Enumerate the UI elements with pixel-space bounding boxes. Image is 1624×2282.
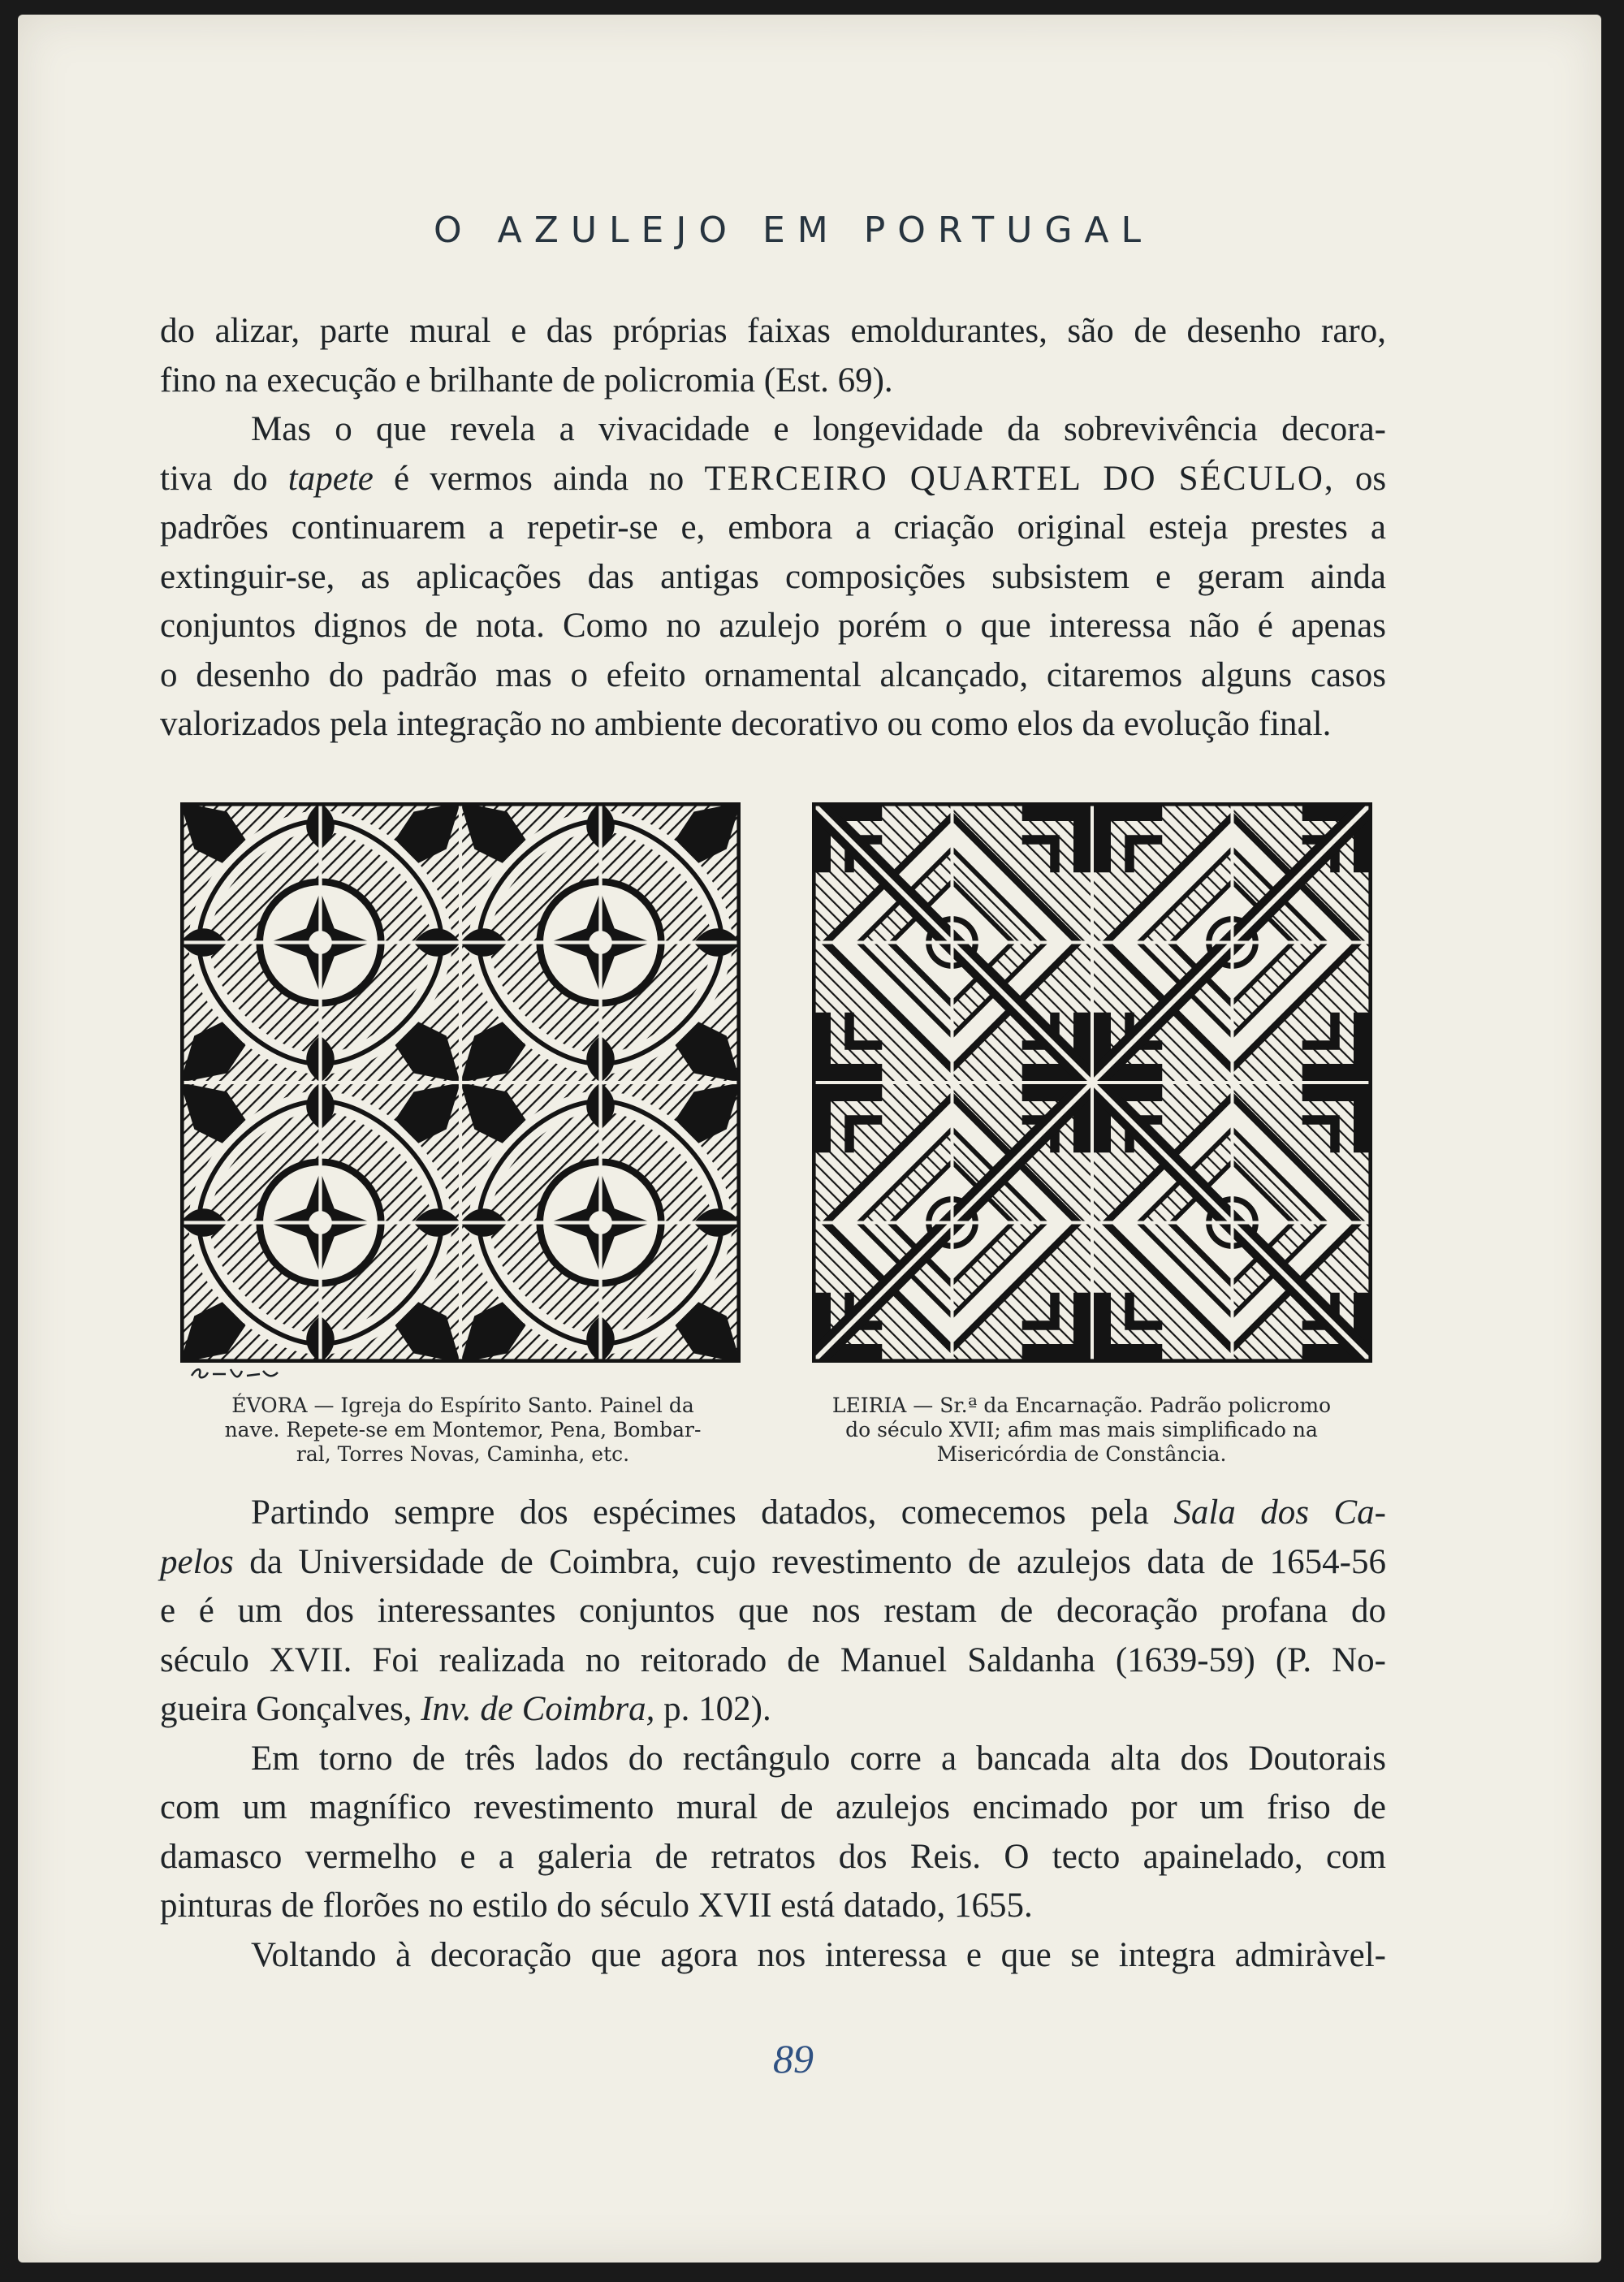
paragraph-3-line-5 [160,1685,1386,1735]
paragraph-3-line-4: século XVII. Foi realizada no reitorado de Manuel Saldanha (1639-59) (P. No- [160,1640,1386,1679]
leiria-tile-drawing [812,802,1372,1363]
caption-line: do século XVII; afim mas mais simplificado na [845,1418,1318,1441]
running-head: O AZULEJO EM PORTUGAL [433,210,1154,251]
smallcaps-term: TERCEIRO QUARTEL DO SÉCULO, [704,459,1335,498]
paragraph-2-line-5: conjuntos dignos de nota. Como no azulejo porém o que interessa não é apenas [160,607,1386,645]
paragraph-2-line-3: padrões continuarem a repetir-se e, embora a criação original esteja prestes a [160,508,1386,547]
paragraph-3-line-3: e é um dos interessantes conjuntos que nos restam de decoração profana do [160,1592,1386,1630]
paragraph-1-line-1: do alizar, parte mural e das próprias faixas emoldurantes, são de desenho raro, [160,312,1386,350]
caption-line: Misericórdia de Constância. [936,1442,1227,1466]
italic-title: Sala dos Ca- [1173,1493,1386,1532]
paragraph-2-line-2 [160,455,1386,504]
caption-line: ral, Torres Novas, Caminha, etc. [296,1442,630,1466]
paragraph-3-line-1 [160,1489,1386,1538]
paragraph-2-line-1: Mas o que revela a vivacidade e longevidade da sobrevivência decora- [251,410,1386,448]
paragraph-1-line-2: fino na execução e brilhante de policromia (Est. 69). [160,361,893,400]
text-span: p. 102). [663,1690,771,1728]
paper-sheet [18,15,1601,2263]
italic-title: pelos [160,1542,234,1581]
caption-line: ÉVORA — Igreja do Espírito Santo. Painel da [231,1394,694,1417]
text-span: os [1354,459,1387,498]
text-block-top [160,307,1386,750]
paragraph-2-line-7: valorizados pela integração no ambiente decorativo ou como elos da evolução final. [160,705,1332,743]
caption-line: LEIRIA — Sr.ª da Encarnação. Padrão policromo [831,1394,1332,1417]
evora-tile-drawing [180,802,741,1363]
text-span: gueira Gonçalves, [160,1690,412,1728]
paragraph-4-line-1: Em torno de três lados do rectângulo corre a bancada alta dos Doutorais [251,1739,1386,1778]
tile-illustration-evora [180,802,741,1363]
figure-caption-leiria [797,1394,1366,1467]
text-span: é vermos ainda no [394,459,685,498]
italic-reference: Inv. de Coimbra, [421,1690,655,1728]
text-span: Partindo sempre dos espécimes datados, comecemos pela [251,1493,1149,1532]
italic-term-tapete: tapete [287,459,374,498]
text-span: tiva do [160,459,268,498]
paragraph-4-line-4: pinturas de florões no estilo do século XVII está datado, 1655. [160,1887,1033,1925]
paragraph-5-line-1: Voltando à decoração que agora nos interessa e que se integra admiràvel- [251,1935,1386,1974]
text-block-bottom [160,1489,1386,1980]
paragraph-3-line-2 [160,1538,1386,1588]
page-number: 89 [773,2036,814,2081]
paragraph-2-line-4: extinguir-se, as aplicações das antigas composições subsistem e geram ainda [160,557,1386,596]
figure-caption-evora [179,1394,747,1467]
illustrator-signature [188,1363,286,1382]
caption-line: nave. Repete-se em Montemor, Pena, Bombar- [224,1418,702,1441]
paragraph-4-line-2: com um magnífico revestimento mural de azulejos encimado por um friso de [160,1788,1386,1826]
paragraph-2-line-6: o desenho do padrão mas o efeito ornamental alcançado, citaremos alguns casos [160,655,1386,694]
paragraph-4-line-3: damasco vermelho e a galeria de retratos dos Reis. O tecto apainelado, com [160,1837,1386,1876]
tile-illustration-leiria [812,802,1372,1363]
text-span: da Universidade de Coimbra, cujo revestimento de azulejos data de 1654-56 [249,1542,1387,1581]
